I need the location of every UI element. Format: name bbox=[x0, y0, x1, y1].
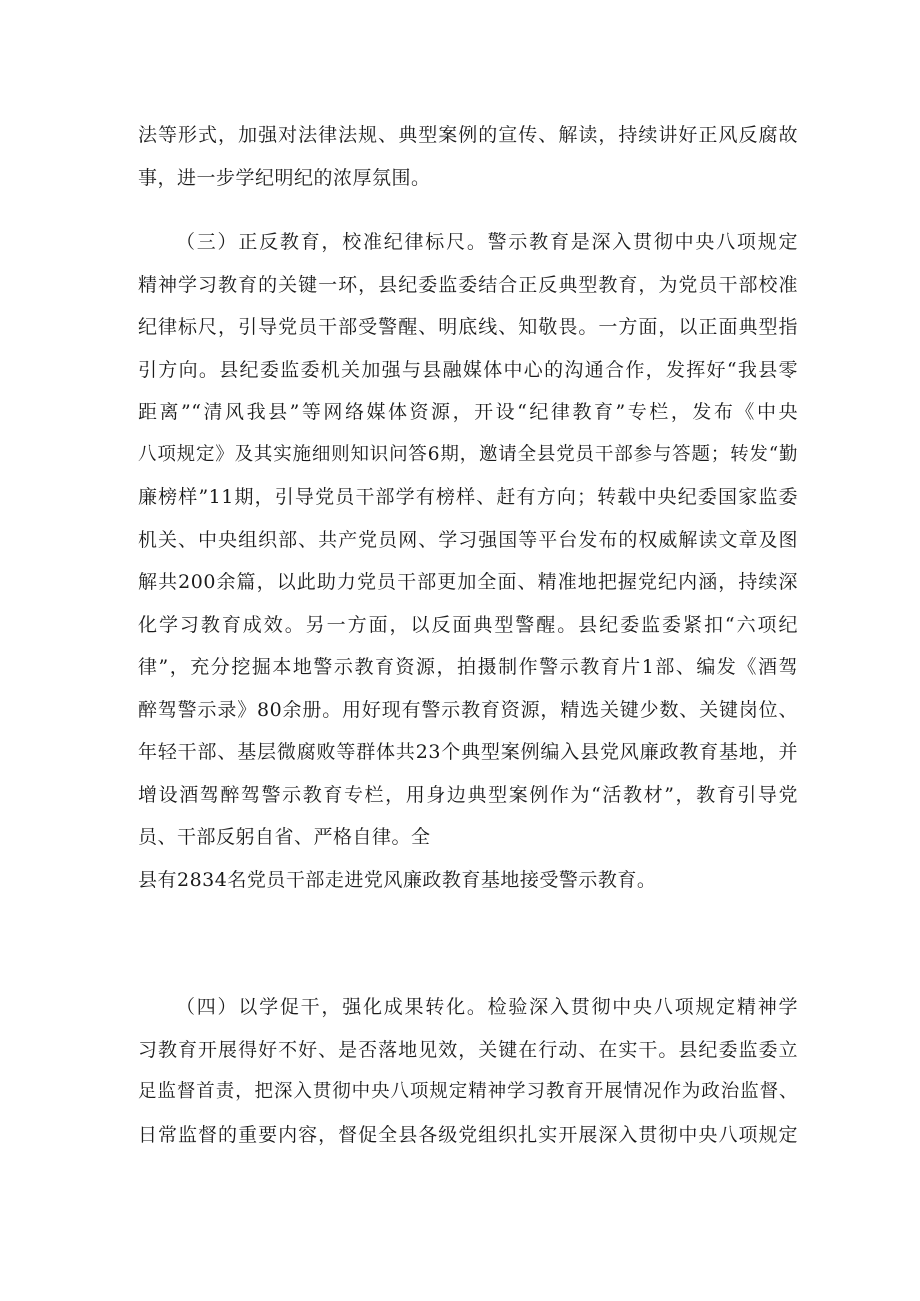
text-line: 廉榜样”11期，引导党员干部学有榜样、赶有方向；转载中央纪委国家监委 bbox=[138, 486, 798, 508]
paragraph-publicity bbox=[138, 114, 798, 199]
text-line: 事，进一步学纪明纪的浓厚氛围。 bbox=[138, 166, 431, 189]
text-line: 化学习教育成效。另一方面，以反面典型警醒。县纪委监委紧扣“六项纪 bbox=[138, 613, 798, 636]
text-line: 员、干部反躬自省、严格自律。全 bbox=[138, 826, 431, 848]
text-line: 解共200余篇，以此助力党员干部更加全面、精准地把握党纪内涵，持续深 bbox=[138, 571, 798, 593]
text-line: 律”，充分挖掘本地警示教育资源，拍摄制作警示教育片1部、编发《酒驾 bbox=[138, 656, 798, 678]
paragraph-section-three bbox=[138, 221, 798, 901]
text-line: 八项规定》及其实施细则知识问答6期，邀请全县党员干部参与答题；转发“勤 bbox=[138, 443, 798, 465]
section-heading-line: （三）正反教育，校准纪律标尺。警示教育是深入贯彻中央八项规定 bbox=[176, 231, 798, 253]
text-line: 足监督首责，把深入贯彻中央八项规定精神学习教育开展情况作为政治监督、 bbox=[138, 1081, 798, 1102]
text-line: 醉驾警示录》80余册。用好现有警示教育资源，精选关键少数、关键岗位、 bbox=[138, 698, 798, 721]
text-line: 纪律标尺，引导党员干部受警醒、明底线、知敬畏。一方面，以正面典型指 bbox=[138, 316, 798, 338]
text-line: 机关、中央组织部、共产党员网、学习强国等平台发布的权威解读文章及图 bbox=[138, 528, 798, 551]
text-line: 法等形式，加强对法律法规、典型案例的宣传、解读，持续讲好正风反腐故 bbox=[138, 124, 798, 146]
text-line: 年轻干部、基层微腐败等群体共23个典型案例编入县党风廉政教育基地，并 bbox=[138, 741, 798, 763]
text-line: 增设酒驾醉驾警示教育专栏，用身边典型案例作为“活教材”，教育引导党 bbox=[138, 783, 798, 806]
paragraph-section-four bbox=[138, 986, 798, 1156]
section-heading-line: （四）以学促干，强化成果转化。检验深入贯彻中央八项规定精神学 bbox=[176, 996, 798, 1018]
text-line: 日常监督的重要内容，督促全县各级党组织扎实开展深入贯彻中央八项规定 bbox=[138, 1123, 798, 1146]
text-line: 县有2834名党员干部走进党风廉政教育基地接受警示教育。 bbox=[138, 868, 657, 891]
text-line: 习教育开展得好不好、是否落地见效，关键在行动、在实干。县纪委监委立 bbox=[138, 1038, 798, 1061]
text-line: 距离”“清风我县”等网络媒体资源，开设“纪律教育”专栏，发布《中央 bbox=[138, 401, 798, 423]
text-line: 精神学习教育的关键一环，县纪委监委结合正反典型教育，为党员干部校准 bbox=[138, 273, 798, 296]
text-line: 引方向。县纪委监委机关加强与县融媒体中心的沟通合作，发挥好“我县零 bbox=[138, 358, 798, 381]
